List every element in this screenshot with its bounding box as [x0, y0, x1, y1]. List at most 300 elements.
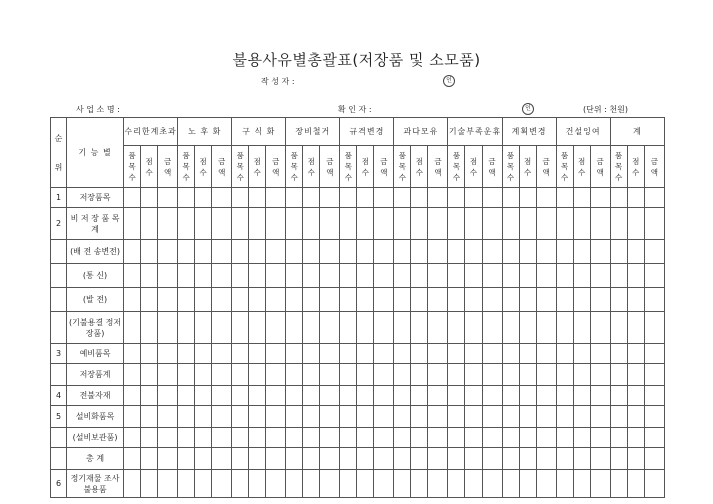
data-cell[interactable] [627, 208, 644, 240]
data-cell[interactable] [158, 344, 178, 364]
data-cell[interactable] [249, 240, 266, 264]
data-cell[interactable] [482, 406, 502, 428]
data-cell[interactable] [286, 188, 303, 208]
data-cell[interactable] [158, 312, 178, 344]
data-cell[interactable] [465, 364, 482, 386]
data-cell[interactable] [124, 264, 141, 288]
data-cell[interactable] [357, 288, 374, 312]
data-cell[interactable] [124, 428, 141, 448]
data-cell[interactable] [482, 386, 502, 406]
data-cell[interactable] [590, 406, 610, 428]
data-cell[interactable] [340, 188, 357, 208]
data-cell[interactable] [249, 428, 266, 448]
data-cell[interactable] [556, 386, 573, 406]
data-cell[interactable] [590, 312, 610, 344]
data-cell[interactable] [573, 448, 590, 470]
data-cell[interactable] [573, 386, 590, 406]
data-cell[interactable] [465, 344, 482, 364]
data-cell[interactable] [266, 386, 286, 406]
data-cell[interactable] [428, 386, 448, 406]
data-cell[interactable] [411, 312, 428, 344]
data-cell[interactable] [556, 312, 573, 344]
data-cell[interactable] [232, 312, 249, 344]
data-cell[interactable] [266, 264, 286, 288]
data-cell[interactable] [340, 428, 357, 448]
data-cell[interactable] [428, 428, 448, 448]
data-cell[interactable] [357, 188, 374, 208]
data-cell[interactable] [428, 264, 448, 288]
data-cell[interactable] [195, 406, 212, 428]
data-cell[interactable] [124, 406, 141, 428]
data-cell[interactable] [195, 470, 212, 498]
data-cell[interactable] [394, 406, 411, 428]
data-cell[interactable] [303, 240, 320, 264]
data-cell[interactable] [590, 364, 610, 386]
data-cell[interactable] [394, 312, 411, 344]
data-cell[interactable] [286, 344, 303, 364]
data-cell[interactable] [232, 264, 249, 288]
data-cell[interactable] [286, 470, 303, 498]
data-cell[interactable] [610, 448, 627, 470]
data-cell[interactable] [610, 188, 627, 208]
data-cell[interactable] [482, 344, 502, 364]
data-cell[interactable] [232, 364, 249, 386]
data-cell[interactable] [357, 208, 374, 240]
data-cell[interactable] [232, 386, 249, 406]
data-cell[interactable] [266, 288, 286, 312]
data-cell[interactable] [644, 288, 664, 312]
data-cell[interactable] [428, 364, 448, 386]
data-cell[interactable] [195, 428, 212, 448]
data-cell[interactable] [610, 240, 627, 264]
data-cell[interactable] [644, 208, 664, 240]
data-cell[interactable] [266, 312, 286, 344]
data-cell[interactable] [627, 288, 644, 312]
data-cell[interactable] [303, 208, 320, 240]
data-cell[interactable] [519, 448, 536, 470]
data-cell[interactable] [573, 240, 590, 264]
data-cell[interactable] [357, 312, 374, 344]
data-cell[interactable] [232, 240, 249, 264]
data-cell[interactable] [374, 264, 394, 288]
data-cell[interactable] [465, 264, 482, 288]
data-cell[interactable] [178, 428, 195, 448]
data-cell[interactable] [536, 312, 556, 344]
data-cell[interactable] [394, 364, 411, 386]
data-cell[interactable] [374, 386, 394, 406]
data-cell[interactable] [411, 208, 428, 240]
data-cell[interactable] [195, 240, 212, 264]
data-cell[interactable] [178, 288, 195, 312]
data-cell[interactable] [519, 470, 536, 498]
data-cell[interactable] [374, 344, 394, 364]
data-cell[interactable] [141, 364, 158, 386]
data-cell[interactable] [556, 208, 573, 240]
data-cell[interactable] [357, 406, 374, 428]
data-cell[interactable] [303, 188, 320, 208]
data-cell[interactable] [178, 188, 195, 208]
data-cell[interactable] [124, 448, 141, 470]
data-cell[interactable] [195, 386, 212, 406]
data-cell[interactable] [212, 240, 232, 264]
data-cell[interactable] [465, 188, 482, 208]
data-cell[interactable] [610, 264, 627, 288]
data-cell[interactable] [394, 264, 411, 288]
data-cell[interactable] [394, 288, 411, 312]
data-cell[interactable] [502, 264, 519, 288]
data-cell[interactable] [519, 208, 536, 240]
data-cell[interactable] [394, 386, 411, 406]
data-cell[interactable] [249, 470, 266, 498]
data-cell[interactable] [448, 406, 465, 428]
data-cell[interactable] [627, 312, 644, 344]
data-cell[interactable] [590, 344, 610, 364]
data-cell[interactable] [357, 448, 374, 470]
data-cell[interactable] [286, 386, 303, 406]
data-cell[interactable] [178, 386, 195, 406]
data-cell[interactable] [158, 364, 178, 386]
data-cell[interactable] [448, 188, 465, 208]
data-cell[interactable] [573, 264, 590, 288]
data-cell[interactable] [411, 288, 428, 312]
data-cell[interactable] [320, 240, 340, 264]
data-cell[interactable] [212, 428, 232, 448]
data-cell[interactable] [286, 364, 303, 386]
data-cell[interactable] [465, 470, 482, 498]
data-cell[interactable] [482, 264, 502, 288]
data-cell[interactable] [465, 428, 482, 448]
data-cell[interactable] [357, 364, 374, 386]
data-cell[interactable] [141, 448, 158, 470]
data-cell[interactable] [556, 240, 573, 264]
data-cell[interactable] [141, 312, 158, 344]
data-cell[interactable] [502, 188, 519, 208]
data-cell[interactable] [411, 240, 428, 264]
data-cell[interactable] [448, 428, 465, 448]
data-cell[interactable] [428, 448, 448, 470]
data-cell[interactable] [644, 470, 664, 498]
data-cell[interactable] [141, 264, 158, 288]
data-cell[interactable] [212, 364, 232, 386]
data-cell[interactable] [320, 344, 340, 364]
data-cell[interactable] [627, 386, 644, 406]
data-cell[interactable] [482, 364, 502, 386]
data-cell[interactable] [249, 312, 266, 344]
data-cell[interactable] [627, 448, 644, 470]
data-cell[interactable] [374, 288, 394, 312]
data-cell[interactable] [411, 188, 428, 208]
data-cell[interactable] [374, 364, 394, 386]
data-cell[interactable] [357, 344, 374, 364]
data-cell[interactable] [303, 448, 320, 470]
data-cell[interactable] [141, 344, 158, 364]
data-cell[interactable] [644, 386, 664, 406]
data-cell[interactable] [286, 264, 303, 288]
data-cell[interactable] [286, 240, 303, 264]
data-cell[interactable] [394, 470, 411, 498]
data-cell[interactable] [374, 428, 394, 448]
data-cell[interactable] [212, 264, 232, 288]
data-cell[interactable] [394, 344, 411, 364]
data-cell[interactable] [141, 470, 158, 498]
data-cell[interactable] [340, 386, 357, 406]
data-cell[interactable] [536, 288, 556, 312]
data-cell[interactable] [303, 288, 320, 312]
data-cell[interactable] [158, 240, 178, 264]
data-cell[interactable] [158, 428, 178, 448]
data-cell[interactable] [644, 344, 664, 364]
data-cell[interactable] [610, 470, 627, 498]
data-cell[interactable] [502, 470, 519, 498]
data-cell[interactable] [627, 364, 644, 386]
data-cell[interactable] [374, 188, 394, 208]
data-cell[interactable] [124, 386, 141, 406]
data-cell[interactable] [195, 264, 212, 288]
data-cell[interactable] [249, 386, 266, 406]
data-cell[interactable] [448, 386, 465, 406]
data-cell[interactable] [124, 344, 141, 364]
data-cell[interactable] [644, 406, 664, 428]
data-cell[interactable] [590, 208, 610, 240]
data-cell[interactable] [178, 344, 195, 364]
data-cell[interactable] [411, 406, 428, 428]
data-cell[interactable] [573, 344, 590, 364]
data-cell[interactable] [610, 428, 627, 448]
data-cell[interactable] [428, 344, 448, 364]
data-cell[interactable] [212, 188, 232, 208]
data-cell[interactable] [502, 312, 519, 344]
data-cell[interactable] [502, 448, 519, 470]
data-cell[interactable] [303, 470, 320, 498]
data-cell[interactable] [340, 312, 357, 344]
data-cell[interactable] [249, 208, 266, 240]
data-cell[interactable] [320, 470, 340, 498]
data-cell[interactable] [627, 264, 644, 288]
data-cell[interactable] [374, 208, 394, 240]
data-cell[interactable] [482, 448, 502, 470]
data-cell[interactable] [573, 188, 590, 208]
data-cell[interactable] [556, 288, 573, 312]
data-cell[interactable] [573, 364, 590, 386]
data-cell[interactable] [266, 364, 286, 386]
data-cell[interactable] [357, 470, 374, 498]
data-cell[interactable] [519, 312, 536, 344]
data-cell[interactable] [482, 312, 502, 344]
data-cell[interactable] [519, 364, 536, 386]
data-cell[interactable] [394, 188, 411, 208]
data-cell[interactable] [536, 448, 556, 470]
data-cell[interactable] [374, 240, 394, 264]
data-cell[interactable] [124, 240, 141, 264]
data-cell[interactable] [411, 364, 428, 386]
data-cell[interactable] [502, 386, 519, 406]
data-cell[interactable] [357, 428, 374, 448]
data-cell[interactable] [357, 240, 374, 264]
data-cell[interactable] [411, 344, 428, 364]
data-cell[interactable] [465, 312, 482, 344]
data-cell[interactable] [556, 470, 573, 498]
data-cell[interactable] [610, 364, 627, 386]
data-cell[interactable] [502, 288, 519, 312]
data-cell[interactable] [286, 448, 303, 470]
data-cell[interactable] [610, 208, 627, 240]
data-cell[interactable] [158, 264, 178, 288]
data-cell[interactable] [303, 406, 320, 428]
data-cell[interactable] [320, 288, 340, 312]
data-cell[interactable] [556, 364, 573, 386]
data-cell[interactable] [482, 470, 502, 498]
data-cell[interactable] [286, 312, 303, 344]
data-cell[interactable] [374, 448, 394, 470]
data-cell[interactable] [266, 448, 286, 470]
data-cell[interactable] [394, 428, 411, 448]
data-cell[interactable] [519, 288, 536, 312]
data-cell[interactable] [644, 188, 664, 208]
data-cell[interactable] [536, 344, 556, 364]
data-cell[interactable] [428, 470, 448, 498]
data-cell[interactable] [519, 188, 536, 208]
data-cell[interactable] [357, 264, 374, 288]
data-cell[interactable] [644, 312, 664, 344]
data-cell[interactable] [158, 406, 178, 428]
data-cell[interactable] [212, 344, 232, 364]
data-cell[interactable] [465, 448, 482, 470]
data-cell[interactable] [286, 428, 303, 448]
data-cell[interactable] [195, 188, 212, 208]
data-cell[interactable] [573, 470, 590, 498]
data-cell[interactable] [340, 448, 357, 470]
data-cell[interactable] [178, 208, 195, 240]
data-cell[interactable] [340, 470, 357, 498]
data-cell[interactable] [266, 344, 286, 364]
data-cell[interactable] [178, 240, 195, 264]
data-cell[interactable] [158, 208, 178, 240]
data-cell[interactable] [195, 208, 212, 240]
data-cell[interactable] [536, 470, 556, 498]
data-cell[interactable] [573, 312, 590, 344]
data-cell[interactable] [536, 386, 556, 406]
data-cell[interactable] [266, 470, 286, 498]
data-cell[interactable] [340, 406, 357, 428]
data-cell[interactable] [212, 288, 232, 312]
data-cell[interactable] [178, 406, 195, 428]
data-cell[interactable] [411, 264, 428, 288]
data-cell[interactable] [212, 406, 232, 428]
data-cell[interactable] [502, 240, 519, 264]
data-cell[interactable] [232, 344, 249, 364]
data-cell[interactable] [124, 364, 141, 386]
data-cell[interactable] [590, 428, 610, 448]
data-cell[interactable] [644, 448, 664, 470]
data-cell[interactable] [303, 264, 320, 288]
data-cell[interactable] [320, 188, 340, 208]
data-cell[interactable] [249, 406, 266, 428]
data-cell[interactable] [448, 288, 465, 312]
data-cell[interactable] [556, 448, 573, 470]
data-cell[interactable] [158, 188, 178, 208]
data-cell[interactable] [411, 448, 428, 470]
data-cell[interactable] [303, 386, 320, 406]
data-cell[interactable] [448, 448, 465, 470]
data-cell[interactable] [195, 344, 212, 364]
data-cell[interactable] [249, 188, 266, 208]
data-cell[interactable] [627, 428, 644, 448]
data-cell[interactable] [448, 364, 465, 386]
data-cell[interactable] [124, 188, 141, 208]
data-cell[interactable] [195, 448, 212, 470]
data-cell[interactable] [536, 240, 556, 264]
data-cell[interactable] [374, 406, 394, 428]
data-cell[interactable] [482, 188, 502, 208]
data-cell[interactable] [536, 364, 556, 386]
data-cell[interactable] [340, 208, 357, 240]
data-cell[interactable] [556, 264, 573, 288]
data-cell[interactable] [141, 188, 158, 208]
data-cell[interactable] [303, 344, 320, 364]
data-cell[interactable] [212, 448, 232, 470]
data-cell[interactable] [573, 288, 590, 312]
data-cell[interactable] [141, 240, 158, 264]
data-cell[interactable] [644, 264, 664, 288]
data-cell[interactable] [141, 386, 158, 406]
data-cell[interactable] [428, 240, 448, 264]
data-cell[interactable] [374, 470, 394, 498]
data-cell[interactable] [482, 428, 502, 448]
data-cell[interactable] [266, 208, 286, 240]
data-cell[interactable] [232, 470, 249, 498]
data-cell[interactable] [394, 240, 411, 264]
data-cell[interactable] [519, 264, 536, 288]
data-cell[interactable] [141, 428, 158, 448]
data-cell[interactable] [374, 312, 394, 344]
data-cell[interactable] [519, 240, 536, 264]
data-cell[interactable] [411, 470, 428, 498]
data-cell[interactable] [448, 344, 465, 364]
data-cell[interactable] [448, 208, 465, 240]
data-cell[interactable] [249, 264, 266, 288]
data-cell[interactable] [286, 288, 303, 312]
data-cell[interactable] [610, 406, 627, 428]
data-cell[interactable] [124, 470, 141, 498]
data-cell[interactable] [158, 288, 178, 312]
data-cell[interactable] [502, 406, 519, 428]
data-cell[interactable] [340, 264, 357, 288]
data-cell[interactable] [573, 428, 590, 448]
data-cell[interactable] [394, 448, 411, 470]
data-cell[interactable] [482, 208, 502, 240]
data-cell[interactable] [303, 364, 320, 386]
data-cell[interactable] [249, 344, 266, 364]
data-cell[interactable] [644, 428, 664, 448]
data-cell[interactable] [195, 364, 212, 386]
data-cell[interactable] [536, 428, 556, 448]
data-cell[interactable] [141, 406, 158, 428]
data-cell[interactable] [590, 386, 610, 406]
data-cell[interactable] [610, 386, 627, 406]
data-cell[interactable] [212, 312, 232, 344]
data-cell[interactable] [556, 428, 573, 448]
data-cell[interactable] [519, 428, 536, 448]
data-cell[interactable] [340, 288, 357, 312]
data-cell[interactable] [590, 288, 610, 312]
data-cell[interactable] [536, 208, 556, 240]
data-cell[interactable] [178, 312, 195, 344]
data-cell[interactable] [465, 208, 482, 240]
data-cell[interactable] [610, 312, 627, 344]
data-cell[interactable] [232, 188, 249, 208]
data-cell[interactable] [627, 188, 644, 208]
data-cell[interactable] [502, 344, 519, 364]
